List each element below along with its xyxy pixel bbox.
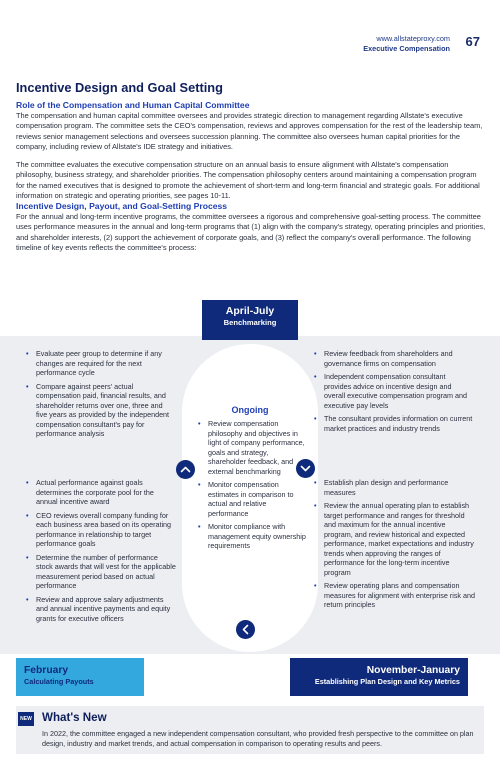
chevron-down-icon xyxy=(296,459,315,478)
list-item: • Independent compensation consultant provides advice on incentive design and overall executive compensation program and executive pay levels xyxy=(314,372,474,410)
list-item: • Review the annual operating plan to establish target performance and ranges for threshold and maximum for the annual incentive program, and review historical and expected performance, market expectations and industry trends when approving the ranges of performance for the long-term incentive program xyxy=(314,501,476,577)
ongoing-title: Ongoing xyxy=(231,405,269,415)
bottom-left-list xyxy=(26,478,176,627)
list-item: • The consultant provides information on current market practices and industry trends xyxy=(314,414,474,433)
whats-new-text: In 2022, the committee engaged a new independent compensation consultant, who provided fresh perspective to the committee on plan design, industry and market trends, and actual compensation in comparison to operating results and peers. xyxy=(42,729,474,748)
page-number: 67 xyxy=(465,34,480,49)
april-july-label xyxy=(202,300,298,340)
role-paragraph-2: The committee evaluates the executive compensation structure on an annual basis to ensure alignment with Allstate's compensation philosophy, business strategy, and shareholder priorities. The compensation philosophy centers around maintaining a compensation program for the named executives that is designed to promote the achievement of short-term and long-term financial and strategic goals. For additional information on strategic and operating priorities, see pages 10-11. xyxy=(16,160,480,200)
november-january-subtitle: Establishing Plan Design and Key Metrics xyxy=(314,677,460,686)
header-text xyxy=(363,34,450,54)
list-item: • Review and approve salary adjustments and annual incentive payments and equity grants for executive officers xyxy=(26,595,176,624)
header-url[interactable]: www.allstateproxy.com xyxy=(376,34,450,43)
page-title: Incentive Design and Goal Setting xyxy=(16,80,223,95)
list-item: • Review operating plans and compensation measures for alignment with enterprise risk and return principles xyxy=(314,581,476,610)
process-paragraph: For the annual and long-term incentive programs, the committee oversees a rigorous and comprehensive goal-setting process. The committee uses performance measures in the annual and long-term programs that (1) align with the company's strategy, operating principles and priorities, and shareholder interests, (2) support the achievement of corporate goals, and (3) reflect the company's overall performance. The following timeline of key events reflects the committee's process: xyxy=(16,212,486,252)
role-heading: Role of the Compensation and Human Capital Committee xyxy=(16,100,250,110)
february-subtitle: Calculating Payouts xyxy=(24,677,94,686)
chevron-up-icon xyxy=(176,460,195,479)
header-section: Executive Compensation xyxy=(363,44,450,53)
list-item: • Review feedback from shareholders and governance firms on compensation xyxy=(314,349,474,368)
list-item: • Compare against peers' actual compensation paid, financial results, and shareholder returns over one, three and five years as provided by the independent compensation consultant's pay for performance analysis xyxy=(26,382,174,439)
role-paragraph-1: The compensation and human capital committee oversees and provides strategic direction to management regarding Allstate's executive compensation program. The committee sets the CEO's compensation, reviews and approves compensation for the rest of the leadership team, reviews senior management selections and oversees succession planning. The committee also oversees human capital priorities for the company, including review of Allstate's IDE strategy and initiatives. xyxy=(16,111,483,151)
bottom-right-list xyxy=(314,478,476,614)
list-item: • Actual performance against goals determines the corporate pool for the annual incentive award xyxy=(26,478,176,507)
list-item: • Monitor compensation estimates in comparison to actual and relative performance xyxy=(198,480,306,518)
new-badge: NEW xyxy=(18,712,34,726)
april-july-subtitle: Benchmarking xyxy=(223,318,277,327)
top-left-list xyxy=(26,349,174,443)
list-item: • Review compensation philosophy and objectives in light of company performance, goals and strategy, shareholder feedback, and external benchmarking xyxy=(198,419,306,476)
february-label xyxy=(16,658,144,696)
april-july-title: April-July xyxy=(225,305,275,317)
whats-new-title: What's New xyxy=(42,711,107,724)
list-item: • Determine the number of performance stock awards that will vest for the applicable measurement period based on actual performance xyxy=(26,553,176,591)
chevron-left-icon xyxy=(236,620,255,639)
list-item: • CEO reviews overall company funding for each business area based on its operating performance in relationship to target performance goals xyxy=(26,511,176,549)
process-heading: Incentive Design, Payout, and Goal-Setting Process xyxy=(16,201,228,211)
november-january-title: November-January xyxy=(366,665,460,676)
list-item: • Evaluate peer group to determine if any changes are required for the next performance cycle xyxy=(26,349,174,378)
ongoing-list xyxy=(198,419,306,555)
list-item: • Establish plan design and performance measures xyxy=(314,478,476,497)
november-january-label xyxy=(290,658,468,696)
top-right-list xyxy=(314,349,474,437)
list-item: • Monitor compliance with management equity ownership requirements xyxy=(198,522,306,551)
february-title: February xyxy=(24,665,69,676)
